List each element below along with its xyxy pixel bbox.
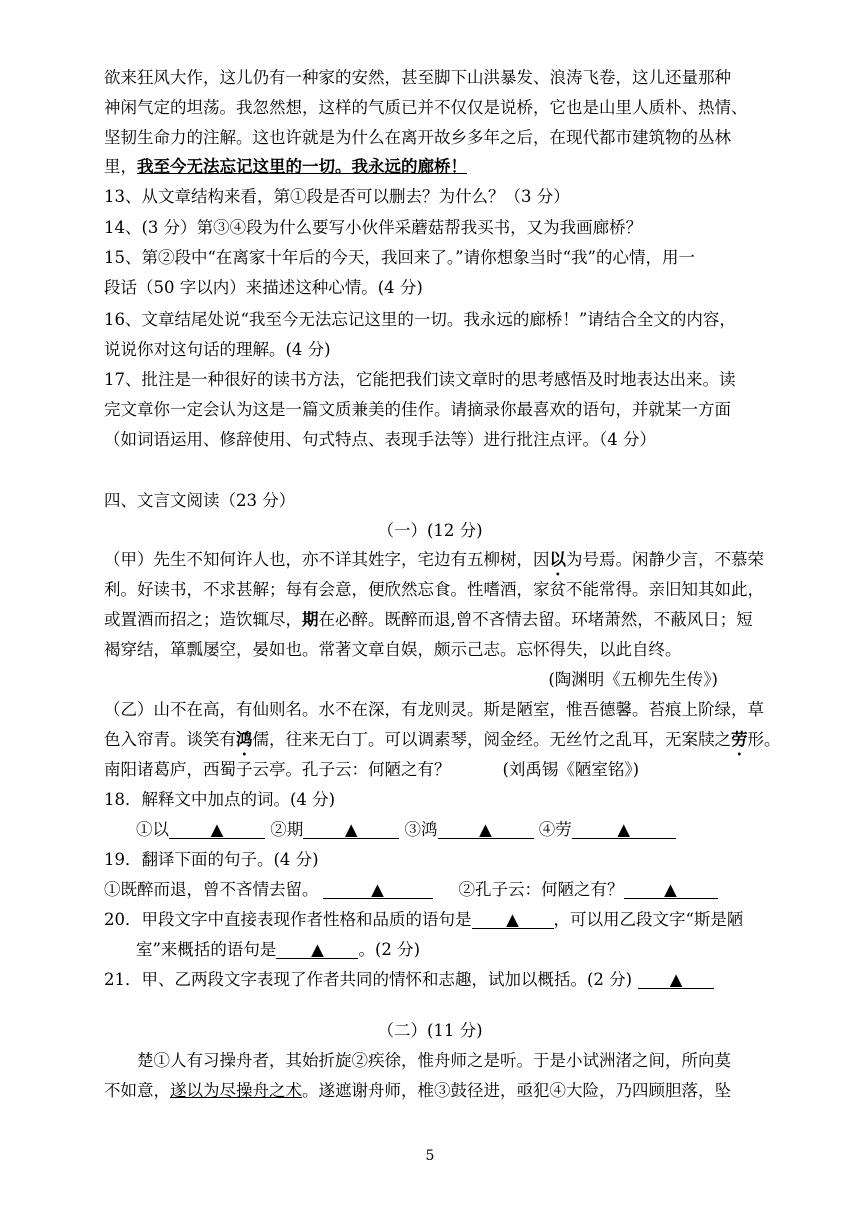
dotted-word-hong: 鸿 <box>236 730 253 749</box>
answer-blank[interactable] <box>624 881 718 899</box>
question-20-line2 <box>136 940 420 960</box>
page-number: 5 <box>425 1148 435 1164</box>
item-label: ④劳 <box>538 820 572 839</box>
triangle-marker-icon: ▲ <box>669 970 683 989</box>
passage-text: 不如意， <box>104 1081 170 1100</box>
passage-line: 坚韧生命力的注解。这也许就是为什么在离开故乡多年之后，在现代都市建筑物的丛林 <box>104 128 731 147</box>
passage-two-line <box>104 1081 731 1101</box>
question-14: 14、(3 分）第③④段为什么要写小伙伴采蘑菇帮我买书，又为我画廊桥？ <box>104 218 643 237</box>
triangle-marker-icon: ▲ <box>479 820 492 839</box>
answer-blank[interactable] <box>303 821 399 839</box>
passage-text: 南阳诸葛庐，西蜀子云亭。孔子云：何陋之有？ <box>104 760 451 779</box>
passage-text: 为号焉。闲静少言，不慕荣 <box>566 550 764 569</box>
passage-text: 。遂遮谢舟师，椎③鼓径进，亟犯④大险，乃四顾胆落，坠 <box>302 1081 731 1100</box>
passage-text: 形。 <box>747 730 781 749</box>
underlined-sentence: 遂以为尽操舟之术 <box>170 1081 302 1100</box>
passage-text: （甲）先生不知何许人也，亦不详其姓字，宅边有五柳树，因 <box>104 550 550 569</box>
triangle-marker-icon: ▲ <box>506 910 519 929</box>
passage-jia-line: 褐穿结，箪瓢屡空，晏如也。常著文章自娱，颇示己志。忘怀得失，以此自终。 <box>104 640 682 659</box>
question-19-items <box>104 880 718 900</box>
part-two-heading: （二）(11 分) <box>377 1021 483 1040</box>
question-17-line3: （如词语运用、修辞使用、句式特点、表现手法等）进行批注点评。（4 分） <box>104 430 656 449</box>
question-18-items <box>136 820 676 840</box>
passage-yi-line: （乙）山不在高，有仙则名。水不在深，有龙则灵。斯是陋室，惟吾德馨。苔痕上阶绿，草 <box>104 700 764 719</box>
passage-jia-source: (陶渊明《五柳先生传》) <box>548 670 718 689</box>
question-17-line1: 17、批注是一种很好的读书方法，它能把我们读文章时的思考感悟及时地表达出来。读 <box>104 370 736 389</box>
passage-line <box>104 157 467 177</box>
passage-line: 神闲气定的坦荡。我忽然想，这样的气质已并不仅仅是说桥，它也是山里人质朴、热情、 <box>104 98 748 117</box>
question-text: 。(2 分) <box>358 940 421 959</box>
passage-text: 儒，往来无白丁。可以调素琴，阅金经。无丝竹之乱耳，无案牍之 <box>252 730 731 749</box>
dotted-word-qi: 期 <box>302 610 319 629</box>
question-19: 19．翻译下面的句子。(4 分) <box>104 850 319 869</box>
section-title: 四、文言文阅读（23 分） <box>104 491 296 510</box>
answer-blank[interactable] <box>572 821 676 839</box>
answer-blank[interactable] <box>472 911 554 929</box>
passage-text: 在必醉。既醉而退,曾不吝情去留。环堵萧然，不蔽风日；短 <box>318 610 753 629</box>
part-one-heading: （一）(12 分) <box>377 521 483 540</box>
passage-yi-line <box>104 730 781 759</box>
item-label: ③鸿 <box>404 820 438 839</box>
question-17-line2: 完文章你一定会认为这是一篇文质兼美的佳作。请摘录你最喜欢的语句，并就某一方面 <box>104 400 731 419</box>
passage-jia-line <box>104 610 753 630</box>
dotted-word-lao: 劳 <box>731 730 748 749</box>
question-21 <box>104 970 714 990</box>
answer-blank[interactable] <box>438 821 534 839</box>
passage-text: 里， <box>104 157 137 176</box>
passage-jia-line: 利。好读书，不求甚解；每有会意，便欣然忘食。性嗜酒，家贫不能常得。亲旧知其如此， <box>104 580 764 599</box>
answer-blank[interactable] <box>169 821 265 839</box>
passage-line: 欲来狂风大作，这儿仍有一种家的安然，甚至脚下山洪暴发、浪涛飞卷，这儿还量那种 <box>104 68 731 87</box>
question-text: 21．甲、乙两段文字表现了作者共同的情怀和志趣，试加以概括。(2 分) <box>104 970 633 989</box>
question-18: 18．解释文中加点的词。(4 分) <box>104 790 336 809</box>
passage-text: 色入帘青。谈笑有 <box>104 730 236 749</box>
item-label: ①以 <box>136 820 169 839</box>
passage-yi-line <box>104 760 639 780</box>
question-20-line1 <box>104 910 743 930</box>
question-16-line2: 说说你对这句话的理解。(4 分) <box>104 340 331 359</box>
sentence-two: ②孔子云：何陋之有？ <box>458 880 624 899</box>
question-text: 20．甲段文字中直接表现作者性格和品质的语句是 <box>104 910 472 929</box>
item-label: ②期 <box>270 820 304 839</box>
triangle-marker-icon: ▲ <box>664 880 677 899</box>
question-13: 13、从文章结构来看，第①段是否可以删去？为什么？（3 分） <box>104 187 570 206</box>
triangle-marker-icon: ▲ <box>344 820 358 839</box>
answer-blank[interactable] <box>276 941 358 959</box>
question-15-line1: 15、第②段中“在离家十年后的今天，我回来了。”请你想象当时“我”的心情，用一 <box>104 248 695 267</box>
dotted-word-yi: 以 <box>549 550 566 569</box>
triangle-marker-icon: ▲ <box>210 820 224 839</box>
triangle-marker-icon: ▲ <box>371 880 384 899</box>
passage-text: 或置酒而招之；造饮辄尽， <box>104 610 302 629</box>
passage-two-line: 楚①人有习操舟者，其始折旋②疾徐，惟舟师之是听。于是小试洲渚之间，所向莫 <box>137 1051 731 1070</box>
triangle-marker-icon: ▲ <box>617 820 631 839</box>
question-text: 室”来概括的语句是 <box>136 940 277 959</box>
sentence-one: ①既醉而退，曾不吝情去留。 <box>104 880 319 899</box>
triangle-marker-icon: ▲ <box>311 940 324 959</box>
passage-yi-source: (刘禹锡《陋室铭》) <box>502 760 640 779</box>
question-15-line2: 段话（50 字以内）来描述这种心情。(4 分) <box>104 278 423 297</box>
passage-jia-line <box>104 550 764 579</box>
question-text: ，可以用乙段文字“斯是陋 <box>553 910 744 929</box>
answer-blank[interactable] <box>323 881 433 899</box>
answer-blank[interactable] <box>638 971 714 989</box>
emphasized-sentence: 我至今无法忘记这里的一切。我永远的廊桥！ <box>137 157 467 176</box>
question-16-line1: 16、文章结尾处说“我至今无法忘记这里的一切。我永远的廊桥！”请结合全文的内容， <box>104 310 736 329</box>
